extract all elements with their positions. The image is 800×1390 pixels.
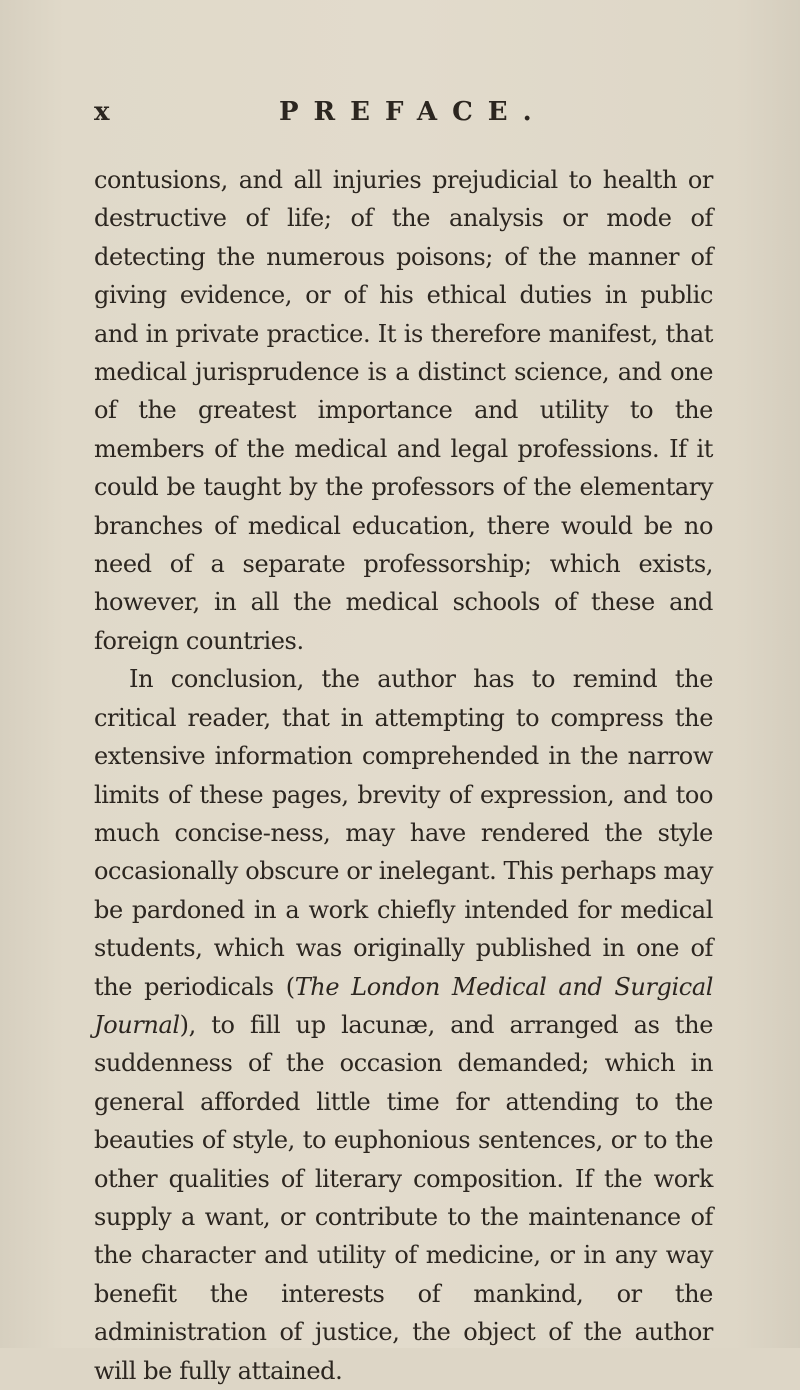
page-number: x [94, 97, 110, 127]
paragraph-2-text-start: In conclusion, the author has to remind the critical reader, that in attempting to compress the extensive information comprehended in the narrow limits of these pages, brevity of expression, and too much concise-ness, may have rendered the style occasionally obscure or inelegant. This perhaps may be pardoned in a work chiefly intended for medical students, which was originally published in one of the periodicals ( [94, 665, 713, 1001]
paragraph-conclusion [94, 660, 713, 1390]
page-header [94, 94, 714, 130]
journal-title: The London Medical and Surgical Journal [94, 972, 713, 1039]
preface-body [94, 161, 713, 1390]
paragraph-1-text: contusions, and all injuries prejudicial to health or destructive of life; of the analysis or mode of detecting the numerous poisons; of the manner of giving evidence, or of his ethical duties in public and in private practice. It is therefore manifest, that medical jurisprudence is a distinct science, and one of the greatest importance and utility to the members of the medical and legal professions. If it could be taught by the professors of the elementary branches of medical education, there would be no need of a separate professorship; which exists, however, in all the medical schools of these and foreign countries. [94, 166, 713, 655]
paragraph-2-text-end: ), to fill up lacunæ, and arranged as the suddenness of the occasion demanded; which in general afforded little time for attending to the beauties of style, to euphonious sentences, or to the other qualities of literary composition. If the work supply a want, or contribute to the maintenance of the character and utility of medicine, or in any way benefit the interests of mankind, or the administration of justice, the object of the author will be fully attained. [94, 1010, 713, 1385]
paragraph-continued [94, 161, 713, 660]
running-title: PREFACE. [279, 97, 547, 127]
